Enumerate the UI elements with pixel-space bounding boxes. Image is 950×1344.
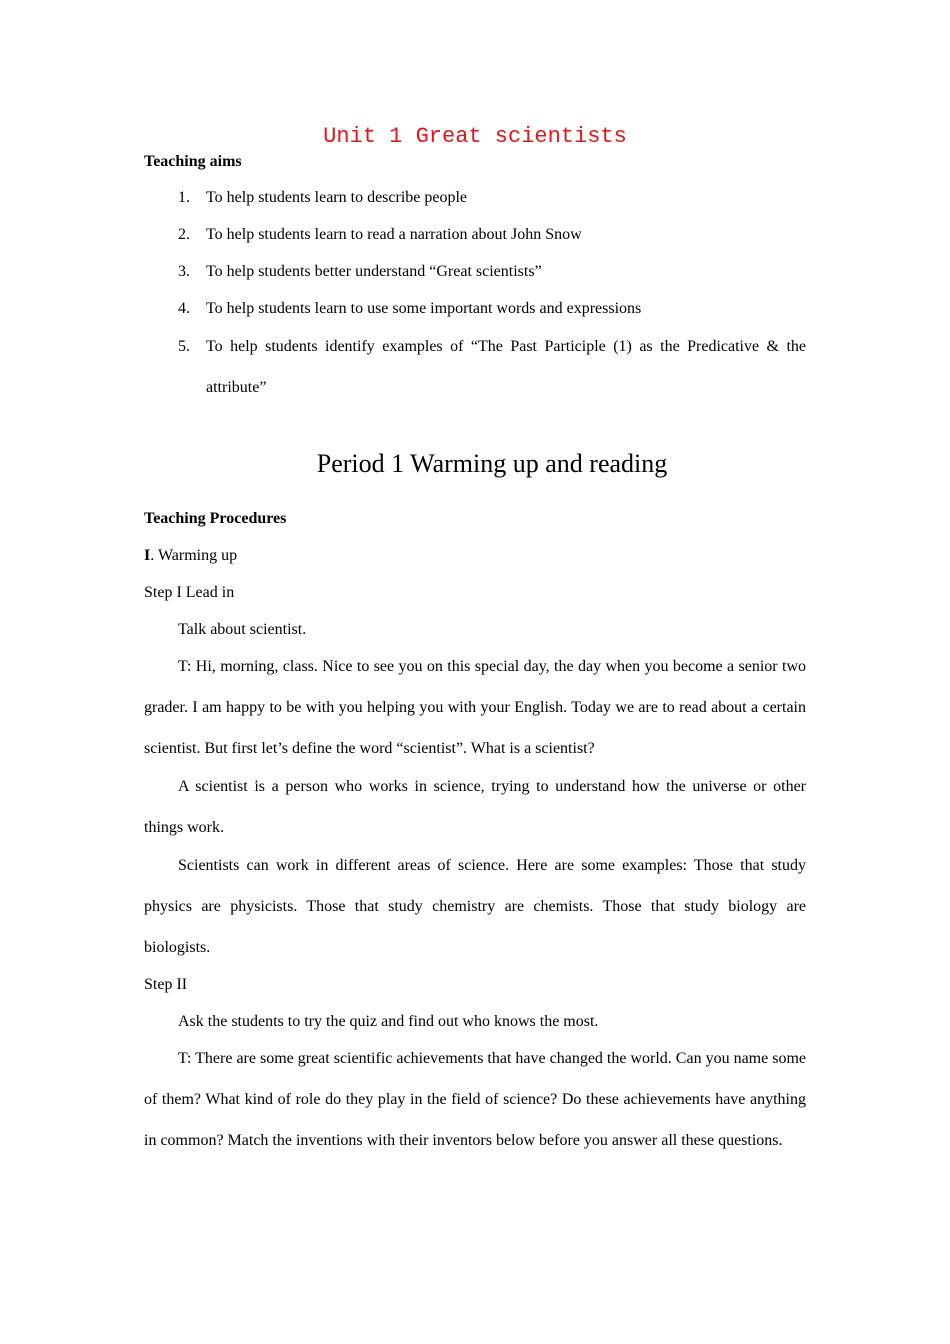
aim-number: 2. xyxy=(178,226,190,243)
unit-title: Unit 1 Great scientists xyxy=(323,124,627,149)
aim-text: To help students better understand “Great scientists” xyxy=(206,263,542,280)
procedures-heading: Teaching Procedures xyxy=(144,510,287,527)
aim-text: To help students learn to describe people xyxy=(206,189,468,206)
step-2-intro: Ask the students to try the quiz and find out who knows the most. xyxy=(178,1013,599,1030)
paragraph-2: A scientist is a person who works in science, trying to understand how the universe or other things work. xyxy=(144,778,806,836)
aim-item xyxy=(178,187,806,209)
teaching-aims-list xyxy=(178,187,806,423)
aim-number: 5. xyxy=(178,338,190,355)
aim-text: To help students identify examples of “The Past Participle (1) as the Predicative & the attribute” xyxy=(206,338,806,396)
paragraph-4: T: There are some great scientific achievements that have changed the world. Can you name some of them? What kind of role do they play in the field of science? Do these achievements have anything in common? Match the inventions with their inventors below before you answer all these questions. xyxy=(144,1050,806,1149)
section-roman: I xyxy=(144,547,151,564)
aim-item xyxy=(178,326,806,408)
aim-number: 4. xyxy=(178,300,190,317)
step-2-heading: Step II xyxy=(144,976,188,993)
aim-item xyxy=(178,261,806,283)
aim-item xyxy=(178,224,806,246)
step-1-heading: Step I Lead in xyxy=(144,584,235,601)
paragraph-1: T: Hi, morning, class. Nice to see you on this special day, the day when you become a senior two grader. I am happy to be with you helping you with your English. Today we are to read about a certain scientist. But first let’s define the word “scientist”. What is a scientist? xyxy=(144,658,806,757)
aim-item xyxy=(178,298,806,320)
period-title: Period 1 Warming up and reading xyxy=(316,449,668,478)
aim-text: To help students learn to read a narration about John Snow xyxy=(206,226,582,243)
paragraph-3: Scientists can work in different areas of science. Here are some examples: Those that study physics are physicists. Those that study chemistry are chemists. Those that study biology are biologists. xyxy=(144,857,806,956)
teaching-aims-heading: Teaching aims xyxy=(144,153,242,170)
section-label: . Warming up xyxy=(150,547,238,564)
section-heading xyxy=(144,545,237,567)
aim-number: 1. xyxy=(178,189,190,206)
step-1-intro: Talk about scientist. xyxy=(178,621,307,638)
aim-number: 3. xyxy=(178,263,190,280)
aim-text: To help students learn to use some important words and expressions xyxy=(206,300,642,317)
